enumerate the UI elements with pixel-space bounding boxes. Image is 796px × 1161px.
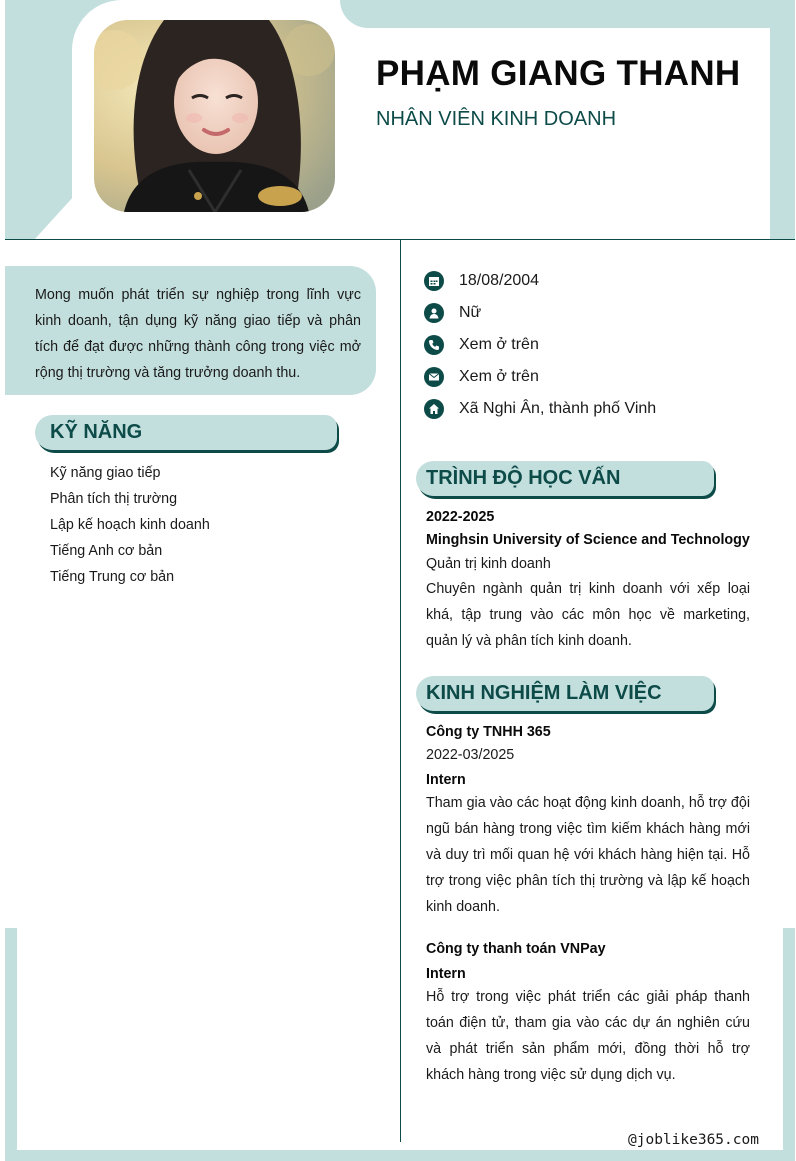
contact-info (424, 265, 656, 425)
education-heading (416, 461, 714, 496)
job-company: Công ty thanh toán VNPay (426, 941, 606, 957)
contact-birthday (424, 265, 656, 297)
home-icon (424, 399, 444, 419)
education-title: TRÌNH ĐỘ HỌC VẤN (426, 467, 621, 489)
header-notch (340, 0, 770, 28)
gender-value: Nữ (459, 304, 482, 321)
job-description: Tham gia vào các hoạt động kinh doanh, hỗ trợ đội ngũ bán hàng trong việc tìm kiếm khách hàng mới và duy trì mối quan hệ với khách hàng hiện tại. Hỗ trợ trong việc phân tích thị trường và lập kế hoạch kinh doanh. (426, 795, 750, 915)
contact-email (424, 361, 656, 393)
skill-item: Kỹ năng giao tiếp (50, 465, 161, 481)
profile-photo (94, 20, 335, 212)
education-major: Quản trị kinh doanh (426, 556, 551, 572)
experience-heading (416, 676, 714, 711)
job-title: NHÂN VIÊN KINH DOANH (376, 108, 617, 130)
education-school: Minghsin University of Science and Technology (426, 532, 750, 548)
envelope-icon (424, 367, 444, 387)
education-entry (426, 508, 750, 654)
calendar-icon (424, 271, 444, 291)
skills-list (50, 460, 210, 590)
contact-gender (424, 297, 656, 329)
column-divider (400, 240, 401, 1142)
job-role: Intern (426, 772, 466, 788)
skill-item: Lập kế hoạch kinh doanh (50, 517, 210, 533)
objective-text: Mong muốn phát triển sự nghiệp trong lĩnh vực kinh doanh, tận dụng kỹ năng giao tiếp và phân tích để đạt được những thành công trong việc mở rộng thị trường và tăng trưởng doanh thu. (35, 287, 361, 381)
education-description: Chuyên ngành quản trị kinh doanh với xếp loại khá, tập trung vào các môn học về marketing, quản lý và phân tích kinh doanh. (426, 581, 750, 649)
skill-item: Phân tích thị trường (50, 491, 178, 507)
experience-entry (426, 723, 750, 920)
education-period: 2022-2025 (426, 509, 495, 525)
person-icon (424, 303, 444, 323)
job-company: Công ty TNHH 365 (426, 724, 551, 740)
skill-item: Tiếng Anh cơ bản (50, 543, 163, 559)
contact-address (424, 393, 656, 425)
footer-band-bottom (5, 1150, 795, 1161)
footer-band-left (5, 928, 17, 1161)
job-role: Intern (426, 966, 466, 982)
watermark: @joblike365.com (628, 1132, 759, 1148)
career-objective (5, 266, 376, 395)
phone-value: Xem ở trên (459, 336, 539, 353)
experience-title: KINH NGHIỆM LÀM VIỆC (426, 682, 662, 704)
header-corner (34, 196, 74, 240)
candidate-name: PHẠM GIANG THANH (376, 54, 741, 93)
email-value: Xem ở trên (459, 368, 539, 385)
job-period: 2022-03/2025 (426, 747, 515, 763)
skills-heading (35, 415, 337, 450)
address-value: Xã Nghi Ân, thành phố Vinh (459, 400, 657, 417)
phone-icon (424, 335, 444, 355)
skills-title: KỸ NĂNG (50, 421, 143, 443)
skill-item: Tiếng Trung cơ bản (50, 569, 175, 585)
birthday-value: 18/08/2004 (459, 272, 540, 289)
contact-phone (424, 329, 656, 361)
footer-band-right (783, 928, 795, 1161)
job-description: Hỗ trợ trong việc phát triển các giải pháp thanh toán điện tử, tham gia vào các dự án nghiên cứu và phát triển sản phẩm mới, đồng thời hỗ trợ khách hàng trong việc sử dụng dịch vụ. (426, 989, 750, 1083)
experience-entry (426, 940, 750, 1088)
